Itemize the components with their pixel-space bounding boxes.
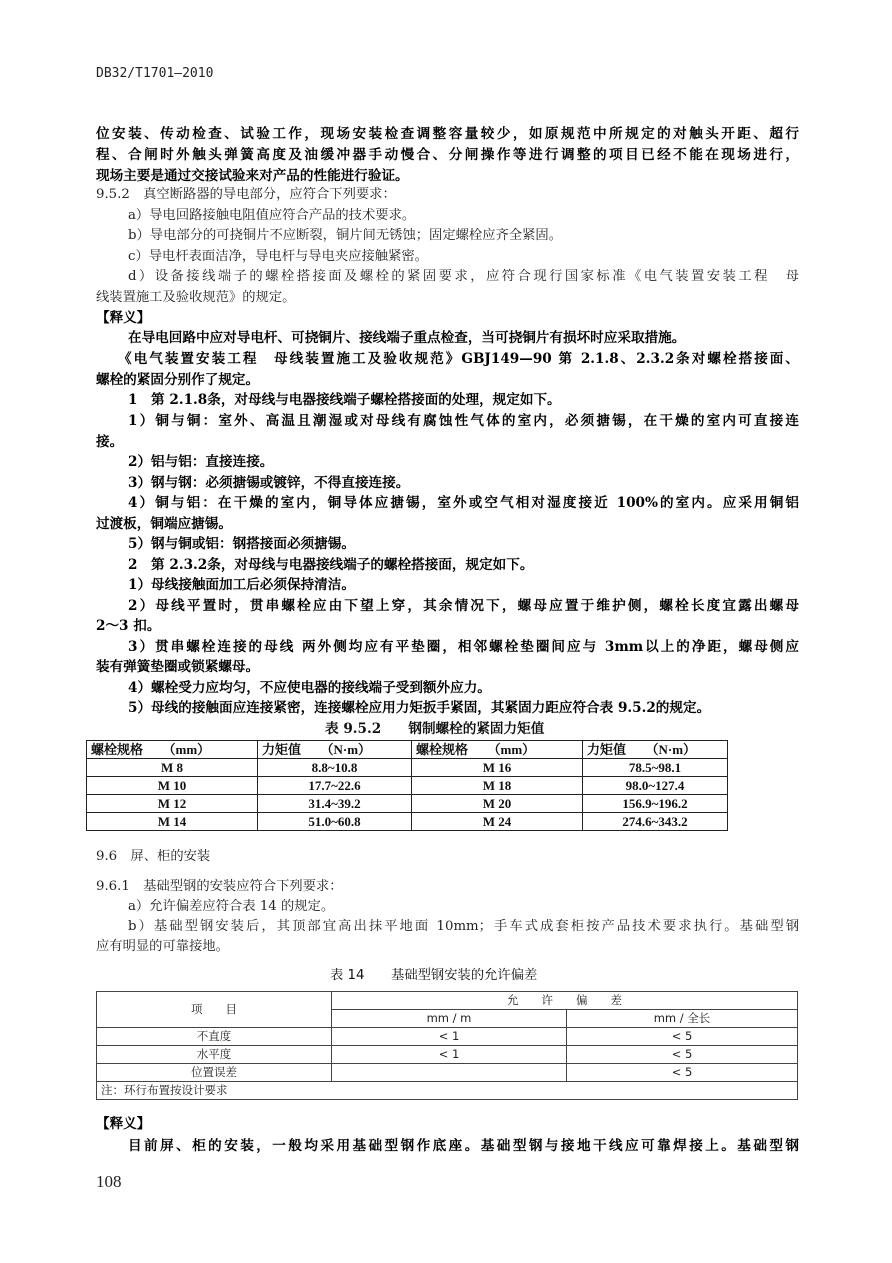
table-header-cell: 力矩值 （N·m） (583, 741, 728, 759)
explanation-line: 《电气装置安装工程 母线装置施工及验收规范》GBJ149—90 第 2.1.8、2.3.2条对螺栓搭接面、 (118, 351, 799, 367)
table-cell: 51.0~60.8 (258, 813, 412, 831)
table-cell: M 10 (87, 777, 258, 795)
table-cell: 274.6~343.2 (583, 813, 728, 831)
explanation-line: 5）母线的接触面应连接紧密，连接螺栓应用力矩扳手紧固，其紧固力距应符合表 9.5.2的规定。 (128, 700, 711, 716)
explanation-line: 4）铜与铝：在干燥的室内，铜导体应搪锡，室外或空气相对湿度接近 100%的室内。应采用铜铝 (128, 495, 799, 511)
table-cell: M 20 (412, 795, 583, 813)
table-cell: < 1 (332, 1028, 567, 1046)
section-961-item-a: a）允许偏差应符合表 14 的规定。 (128, 899, 335, 914)
table-cell: 水平度 (97, 1046, 332, 1064)
table-row (97, 1028, 798, 1046)
table-cell: < 5 (567, 1028, 798, 1046)
table-header-cell: 允 许 偏 差 (332, 992, 798, 1010)
explanation-title: 【释义】 (96, 310, 151, 326)
section-952-item-c: c）导电杆表面洁净，导电杆与导电夹应接触紧密。 (128, 249, 428, 264)
section-952-item-b: b）导电部分的可挠铜片不应断裂，铜片间无锈蚀；固定螺栓应齐全紧固。 (128, 228, 563, 243)
table-header-cell: 螺栓规格 （mm） (87, 741, 258, 759)
table-cell: 156.9~196.2 (583, 795, 728, 813)
intro-line-3: 现场主要是通过交接试验来对产品的性能进行验证。 (96, 168, 409, 184)
table-cell: 31.4~39.2 (258, 795, 412, 813)
explanation-line: 5）钢与铜或铝：钢搭接面必须搪锡。 (128, 536, 355, 552)
table-cell: M 12 (87, 795, 258, 813)
explanation-line: 2）铝与铝：直接连接。 (128, 454, 274, 470)
table-cell: M 16 (412, 759, 583, 777)
table-note: 注：环行布置按设计要求 (97, 1082, 798, 1100)
section-952-heading: 9.5.2 真空断路器的导电部分，应符合下列要求： (96, 187, 396, 202)
explanation-line: 接。 (96, 434, 124, 450)
table-header-row (87, 741, 728, 759)
explanation-line: 装有弹簧垫圈或锁紧螺母。 (96, 659, 260, 675)
table-cell: 8.8~10.8 (258, 759, 412, 777)
table-header-row (97, 992, 798, 1010)
explanation-line: 1）母线接触面加工后必须保持清洁。 (128, 577, 355, 593)
table-row (87, 759, 728, 777)
section-96-heading: 9.6 屏、柜的安装 (96, 849, 211, 864)
section-952-item-a: a）导电回路接触电阻值应符合产品的技术要求。 (128, 208, 416, 223)
table-header-cell: mm / m (332, 1010, 567, 1028)
deviation-table (96, 991, 798, 1100)
table-row (87, 777, 728, 795)
intro-line-1: 位安装、传动检查、试验工作，现场安装检查调整容量较少，如原规范中所规定的对触头开距、超行 (96, 126, 799, 142)
explanation-line: 过渡板，铜端应搪锡。 (96, 516, 232, 532)
table-14-caption: 表 14 基础型钢安装的允许偏差 (330, 968, 538, 983)
table-cell: < 5 (567, 1046, 798, 1064)
section-961-item-b-line-2: 应有明显的可靠接地。 (96, 939, 229, 954)
explanation-2-title: 【释义】 (96, 1116, 151, 1132)
table-cell: 位置误差 (97, 1064, 332, 1082)
table-header-cell: 螺栓规格 （mm） (412, 741, 583, 759)
section-952-item-d-line-1: d）设备接线端子的螺栓搭接面及螺栓的紧固要求，应符合现行国家标准《电气装置安装工程 母 (128, 269, 799, 284)
table-cell: M 8 (87, 759, 258, 777)
table-cell: 78.5~98.1 (583, 759, 728, 777)
table-row (97, 1064, 798, 1082)
explanation-line: 4）螺栓受力应均匀，不应使电器的接线端子受到额外应力。 (128, 680, 491, 696)
table-cell: M 24 (412, 813, 583, 831)
table-cell: M 18 (412, 777, 583, 795)
table-952-caption: 表 9.5.2 钢制螺栓的紧固力矩值 (325, 721, 545, 737)
explanation-line: 螺栓的紧固分别作了规定。 (96, 372, 260, 388)
torque-table (86, 740, 728, 831)
table-row (97, 1046, 798, 1064)
table-cell: 17.7~22.6 (258, 777, 412, 795)
explanation-line: 3）贯串螺栓连接的母线 两外侧均应有平垫圈，相邻螺栓垫圈间应与 3mm以上的净距，螺母侧应 (128, 639, 799, 655)
table-header-cell: 项 目 (97, 992, 332, 1028)
page-number: 108 (96, 1172, 122, 1191)
explanation-line: 1）铜与铜：室外、高温且潮湿或对母线有腐蚀性气体的室内，必须搪锡，在干燥的室内可直接连 (128, 413, 799, 429)
explanation-line: 2）母线平置时，贯串螺栓应由下望上穿，其余情况下，螺母应置于维护侧，螺栓长度宜露出螺母 (128, 598, 799, 614)
explanation-line: 2 第 2.3.2条，对母线与电器接线端子的螺栓搭接面，规定如下。 (128, 557, 534, 573)
table-header-cell: mm / 全长 (567, 1010, 798, 1028)
table-cell (332, 1064, 567, 1082)
table-cell: 不直度 (97, 1028, 332, 1046)
document-code: DB32/T1701—2010 (96, 66, 214, 81)
explanation-line: 在导电回路中应对导电杆、可挠铜片、接线端子重点检查，当可挠铜片有损坏时应采取措施。 (128, 330, 686, 346)
intro-line-2: 程、合闸时外触头弹簧高度及油缓冲器手动慢合、分闸操作等进行调整的项目已经不能在现场进行， (96, 147, 799, 163)
table-note-row (97, 1082, 798, 1100)
table-row (87, 795, 728, 813)
section-961-item-b-line-1: b）基础型钢安装后，其顶部宜高出抹平地面 10mm；手车式成套柜按产品技术要求执行。基础型钢 (128, 919, 799, 934)
explanation-2-line: 目前屏、柜的安装，一般均采用基础型钢作底座。基础型钢与接地干线应可靠焊接上。基础型钢 (128, 1138, 799, 1154)
table-cell: < 5 (567, 1064, 798, 1082)
table-cell: < 1 (332, 1046, 567, 1064)
section-952-item-d-line-2: 线装置施工及验收规范》的规定。 (96, 290, 296, 305)
table-cell: M 14 (87, 813, 258, 831)
explanation-line: 1 第 2.1.8条，对母线与电器接线端子螺栓搭接面的处理，规定如下。 (128, 392, 561, 408)
section-961-heading: 9.6.1 基础型钢的安装应符合下列要求： (96, 879, 343, 894)
explanation-line: 3）钢与钢：必须搪锡或镀锌，不得直接连接。 (128, 475, 410, 491)
table-header-cell: 力矩值 （N·m） (258, 741, 412, 759)
explanation-line: 2～3 扣。 (96, 618, 161, 634)
table-cell: 98.0~127.4 (583, 777, 728, 795)
table-row (87, 813, 728, 831)
